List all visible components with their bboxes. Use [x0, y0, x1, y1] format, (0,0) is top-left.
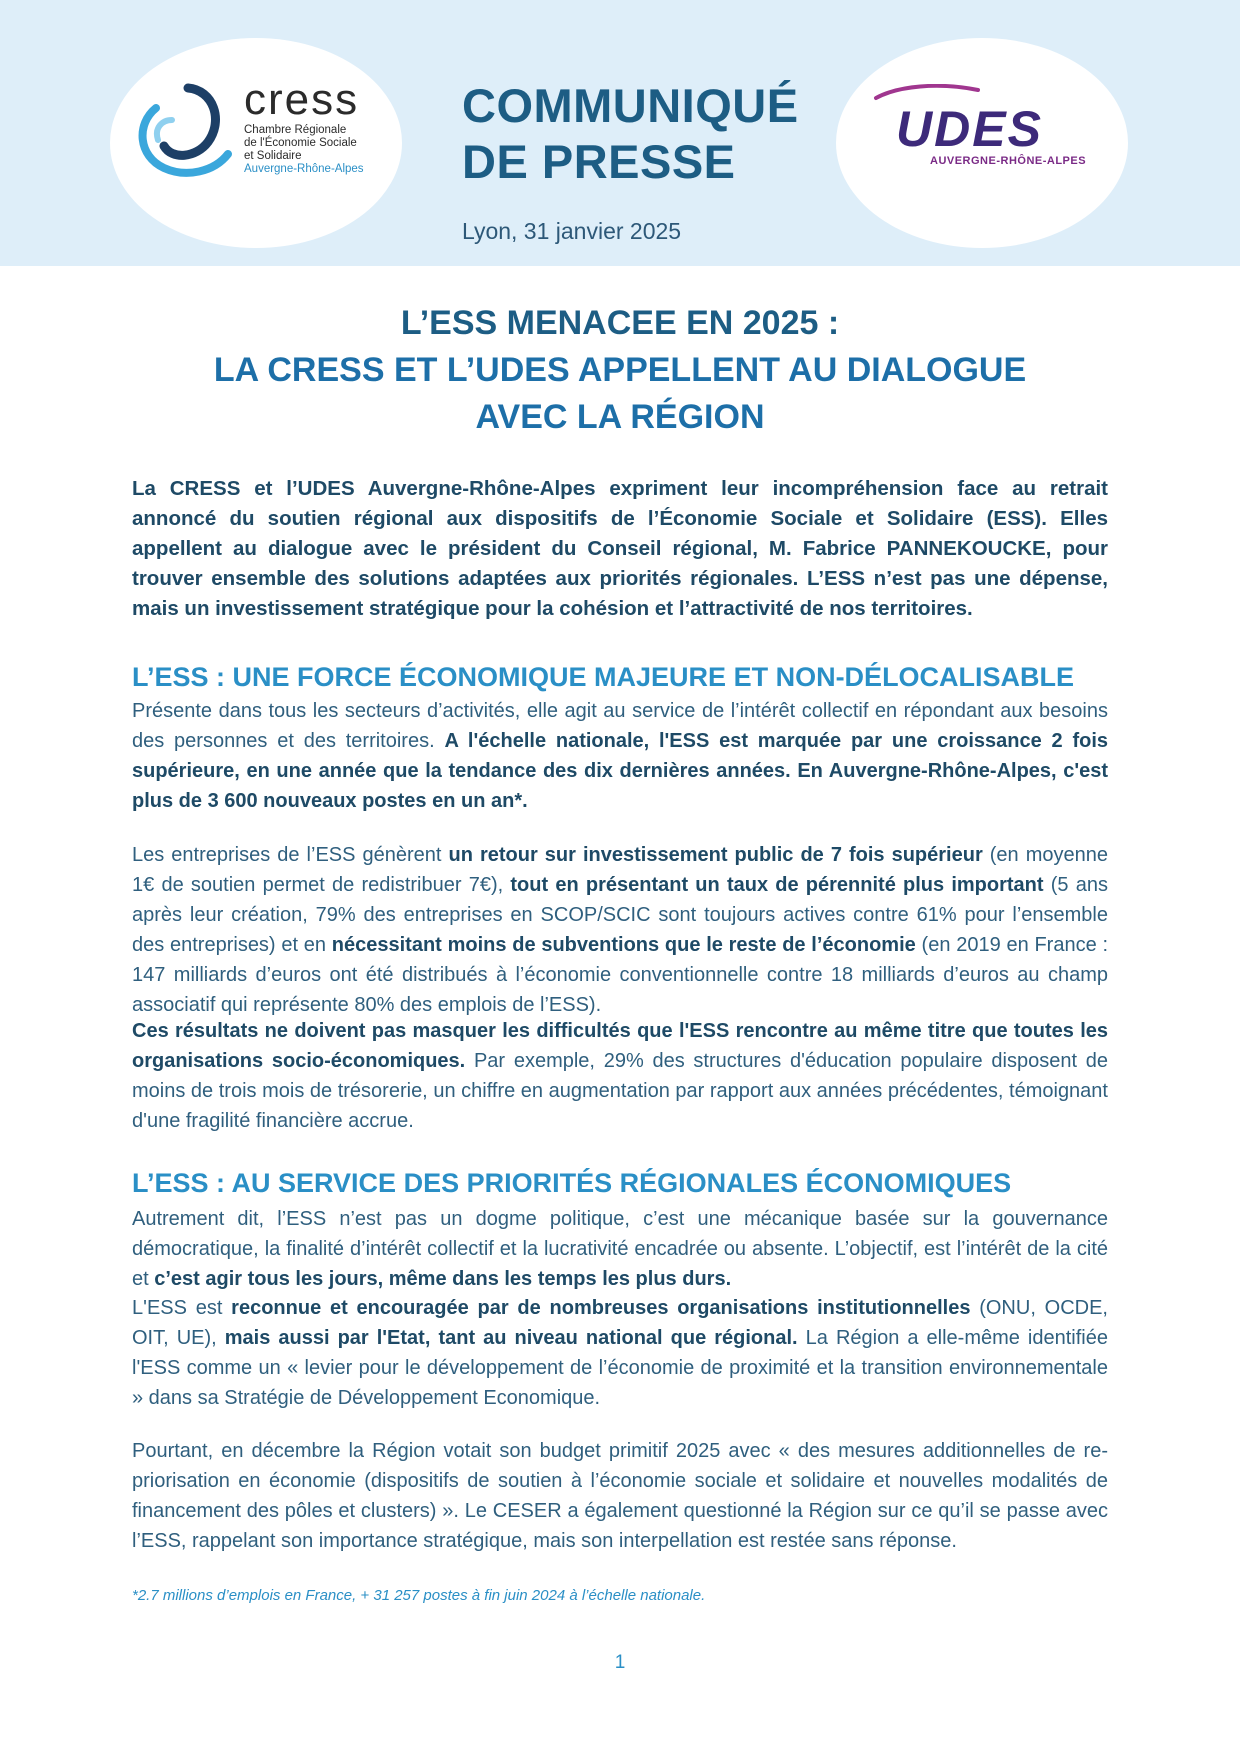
cress-subtitle: Chambre Régionale de l'Économie Sociale et Solidaire [244, 124, 357, 162]
cress-region-label: Auvergne-Rhône-Alpes [244, 163, 364, 175]
section1-title: L’ESS : UNE FORCE ÉCONOMIQUE MAJEURE ET NON-DÉLOCALISABLE [132, 662, 1075, 692]
section2-paragraph3: Pourtant, en décembre la Région votait son budget primitif 2025 avec « des mesures additionnelles de re-priorisation en économie (dispositifs de soutien à l’économie sociale et solidaire et nouvelles modalités de financement des pôles et clusters) ». Le CESER a également questionné la Région sur ce qu’il se passe avec l’ESS, rappelant son importance stratégique, mais son interpellation est restée sans réponse. [132, 1440, 1108, 1552]
cress-swirl-icon [128, 80, 238, 180]
udes-logo-icon [868, 84, 1074, 154]
udes-region-label: AUVERGNE-RHÔNE-ALPES [930, 155, 1087, 167]
headline: L’ESS MENACEE EN 2025 : LA CRESS ET L’UDES APPELLENT AU DIALOGUE AVEC LA RÉGION [213, 304, 1027, 436]
page-title: COMMUNIQUÉ DE PRESSE [462, 79, 799, 188]
press-date: Lyon, 31 janvier 2025 [462, 218, 682, 244]
cress-wordmark: cress [244, 75, 360, 124]
section2-paragraph2: L'ESS est reconnue et encouragée par de nombreuses organisations institutionnelles (ONU, OCDE, OIT, UE), mais aussi par l'Etat, tant au niveau national que régional. La Région a elle-même identifiée l'ESS comme un « levier pour le développement de l’économie de proximité et la transition environnementale » dans sa Stratégie de Développement Economique. [132, 1297, 1108, 1409]
footnote: *2.7 millions d’emplois en France, + 31 257 postes à fin juin 2024 à l’échelle nationale. [132, 1587, 706, 1604]
section2-title: L’ESS : AU SERVICE DES PRIORITÉS RÉGIONALES ÉCONOMIQUES [132, 1168, 1012, 1198]
section2-paragraph1: Autrement dit, l’ESS n’est pas un dogme politique, c’est une mécanique basée sur la gouvernance démocratique, la finalité d’intérêt collectif et la lucrativité encadrée ou absente. L’objectif, est l’intérêt de la cité et c’est agir tous les jours, même dans les temps les plus durs. [132, 1208, 1108, 1290]
intro-paragraph: La CRESS et l’UDES Auvergne-Rhône-Alpes expriment leur incompréhension face au retrait annoncé du soutien régional aux dispositifs de l’Économie Sociale et Solidaire (ESS). Elles appellent au dialogue avec le président du Conseil régional, M. Fabrice PANNEKOUCKE, pour trouver ensemble des solutions adaptées aux priorités régionales. L’ESS n’est pas une dépense, mais un investissement stratégique pour la cohésion et l’attractivité de nos territoires. [132, 477, 1108, 620]
section1-paragraph2: Les entreprises de l’ESS génèrent un retour sur investissement public de 7 fois supérieur (en moyenne 1€ de soutien permet de redistribuer 7€), tout en présentant un taux de pérennité plus important (5 ans après leur création, 79% des entreprises en SCOP/SCIC sont toujours actives contre 61% pour l’ensemble des entreprises) et en nécessitant moins de subventions que le reste de l’économie (en 2019 en France : 147 milliards d’euros ont été distribués à l’économie conventionnelle contre 18 milliards d’euros au champ associatif qui représente 80% des emplois de l’ESS). [132, 844, 1108, 1016]
section1-paragraph3: Ces résultats ne doivent pas masquer les difficultés que l'ESS rencontre au même titre que toutes les organisations socio-économiques. Par exemple, 29% des structures d'éducation populaire disposent de moins de trois mois de trésorerie, un chiffre en augmentation par rapport aux années précédentes, témoignant d'une fragilité financière accrue. [132, 1020, 1108, 1132]
page-number: 1 [614, 1652, 626, 1673]
svg-text:UDES: UDES [896, 101, 1043, 154]
section1-paragraph1: Présente dans tous les secteurs d’activités, elle agit au service de l’intérêt collectif en répondant aux besoins des personnes et des territoires. A l'échelle nationale, l'ESS est marquée par une croissance 2 fois supérieure, en une année que la tendance des dix dernières années. En Auvergne-Rhône-Alpes, c'est plus de 3 600 nouveaux postes en un an*. [132, 700, 1109, 812]
